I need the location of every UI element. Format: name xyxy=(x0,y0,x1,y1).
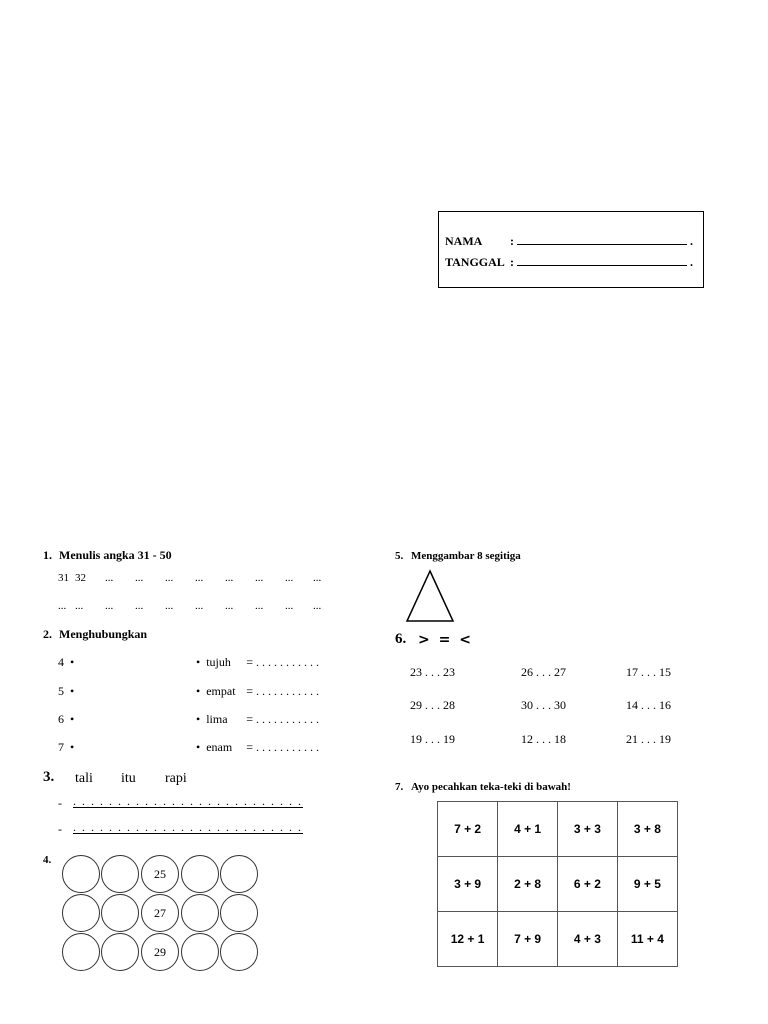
number-circle[interactable] xyxy=(220,933,258,971)
equals: = xyxy=(246,712,253,726)
number-circle[interactable] xyxy=(62,933,100,971)
number-circle: 29 xyxy=(141,933,179,971)
puzzle-cell[interactable]: 12 + 1 xyxy=(438,912,498,967)
puzzle-cell[interactable]: 4 + 1 xyxy=(498,802,558,857)
q3-answer-line-1[interactable]: . . . . . . . . . . . . . . . . . . . . . . . . . . xyxy=(73,794,303,808)
puzzle-cell[interactable]: 6 + 2 xyxy=(558,857,618,912)
number-circle[interactable] xyxy=(101,933,139,971)
q2-number: 2. xyxy=(43,627,52,641)
bullet: • xyxy=(70,712,75,726)
bullet: • xyxy=(70,684,75,698)
match-left-number: 5 xyxy=(58,684,64,698)
q2-heading xyxy=(43,627,147,642)
match-left-number: 4 xyxy=(58,655,64,669)
match-left-item[interactable] xyxy=(58,684,74,699)
q3-number: 3. xyxy=(43,769,55,785)
puzzle-cell[interactable]: 4 + 3 xyxy=(558,912,618,967)
q3-word: tali xyxy=(75,771,93,786)
bullet: • xyxy=(196,655,201,669)
number-circle[interactable] xyxy=(101,894,139,932)
match-left-item[interactable] xyxy=(58,740,74,755)
answer-blank[interactable]: . . . . . . . . . . . xyxy=(255,655,319,669)
answer-blank[interactable]: . . . . . . . . . . . xyxy=(255,684,319,698)
triangle-shape xyxy=(407,571,453,621)
bullet: • xyxy=(70,655,75,669)
q5-number: 5. xyxy=(395,550,404,562)
dash: - xyxy=(58,822,62,836)
equals: = xyxy=(246,684,253,698)
sequence-cell[interactable]: ... xyxy=(255,600,264,612)
sequence-cell[interactable]: ... xyxy=(285,600,294,612)
date-label: TANGGAL xyxy=(445,255,505,269)
sequence-cell[interactable]: ... xyxy=(135,600,144,612)
sequence-cell: 31 xyxy=(58,572,69,584)
number-circle[interactable] xyxy=(62,855,100,893)
number-circle[interactable] xyxy=(220,894,258,932)
equals: = xyxy=(246,655,253,669)
number-circle[interactable] xyxy=(181,855,219,893)
sequence-cell[interactable]: ... xyxy=(105,600,114,612)
compare-item[interactable]: 21 . . . 19 xyxy=(626,732,671,746)
q7-title: Ayo pecahkan teka-teki di bawah! xyxy=(411,781,571,793)
q6-symbols: > = < xyxy=(418,632,473,648)
answer-blank[interactable]: . . . . . . . . . . . xyxy=(255,712,319,726)
match-right-item[interactable] xyxy=(196,740,319,755)
match-right-word: enam xyxy=(206,740,233,754)
q3-word: itu xyxy=(121,771,136,786)
puzzle-cell[interactable]: 3 + 8 xyxy=(617,802,677,857)
number-circle[interactable] xyxy=(62,894,100,932)
q5-heading xyxy=(395,550,521,562)
q5-title: Menggambar 8 segitiga xyxy=(411,550,521,562)
compare-item[interactable]: 30 . . . 30 xyxy=(521,698,566,712)
sequence-cell[interactable]: ... xyxy=(285,572,294,584)
bullet: • xyxy=(70,740,75,754)
name-date-box xyxy=(438,211,704,288)
sequence-cell[interactable]: ... xyxy=(255,572,264,584)
q1-number: 1. xyxy=(43,548,52,562)
sequence-cell[interactable]: ... xyxy=(165,572,174,584)
puzzle-cell[interactable]: 3 + 9 xyxy=(438,857,498,912)
sequence-cell[interactable]: ... xyxy=(313,600,322,612)
sequence-cell[interactable]: ... xyxy=(225,600,234,612)
match-right-item[interactable] xyxy=(196,655,319,670)
name-label: NAMA xyxy=(445,234,483,248)
compare-item[interactable]: 29 . . . 28 xyxy=(410,698,455,712)
match-left-number: 6 xyxy=(58,712,64,726)
puzzle-cell[interactable]: 9 + 5 xyxy=(617,857,677,912)
compare-item[interactable]: 26 . . . 27 xyxy=(521,665,566,679)
compare-item[interactable]: 23 . . . 23 xyxy=(410,665,455,679)
sequence-cell[interactable]: ... xyxy=(58,600,67,612)
puzzle-cell[interactable]: 11 + 4 xyxy=(617,912,677,967)
bullet: • xyxy=(196,712,201,726)
puzzle-cell[interactable]: 7 + 2 xyxy=(438,802,498,857)
name-end: . xyxy=(690,234,693,248)
bullet: • xyxy=(196,684,201,698)
q6-number: 6. xyxy=(395,631,407,647)
match-right-item[interactable] xyxy=(196,684,319,699)
date-separator: : xyxy=(510,255,514,269)
sequence-cell[interactable]: ... xyxy=(135,572,144,584)
number-circle[interactable] xyxy=(101,855,139,893)
sequence-cell[interactable]: ... xyxy=(165,600,174,612)
sequence-cell: 32 xyxy=(75,572,86,584)
date-end: . xyxy=(690,255,693,269)
match-right-item[interactable] xyxy=(196,712,319,727)
bullet: • xyxy=(196,740,201,754)
match-left-number: 7 xyxy=(58,740,64,754)
sequence-cell[interactable]: ... xyxy=(105,572,114,584)
compare-item[interactable]: 17 . . . 15 xyxy=(626,665,671,679)
sequence-cell[interactable]: ... xyxy=(313,572,322,584)
compare-item[interactable]: 19 . . . 19 xyxy=(410,732,455,746)
number-circle: 27 xyxy=(141,894,179,932)
q3-answer-line-2[interactable]: . . . . . . . . . . . . . . . . . . . . . . . . . . xyxy=(73,820,303,834)
match-left-item[interactable] xyxy=(58,655,74,670)
date-field[interactable] xyxy=(517,255,687,266)
name-row xyxy=(445,234,693,249)
number-circle[interactable] xyxy=(181,933,219,971)
q4-number: 4. xyxy=(43,854,52,866)
match-left-item[interactable] xyxy=(58,712,74,727)
number-circle[interactable] xyxy=(220,855,258,893)
puzzle-cell[interactable]: 7 + 9 xyxy=(498,912,558,967)
puzzle-cell[interactable]: 3 + 3 xyxy=(558,802,618,857)
puzzle-row xyxy=(438,912,678,967)
match-right-word: lima xyxy=(206,712,228,726)
sequence-cell[interactable]: ... xyxy=(195,572,204,584)
answer-blank[interactable]: . . . . . . . . . . . xyxy=(255,740,319,754)
dash: - xyxy=(58,796,62,810)
puzzle-row xyxy=(438,802,678,857)
triangle-icon xyxy=(404,568,456,624)
date-row xyxy=(445,255,693,270)
sequence-cell[interactable]: ... xyxy=(195,600,204,612)
q1-title: Menulis angka 31 - 50 xyxy=(59,548,172,562)
equals: = xyxy=(246,740,253,754)
q2-title: Menghubungkan xyxy=(59,627,148,641)
q3-word: rapi xyxy=(165,771,187,786)
name-separator: : xyxy=(510,234,514,248)
match-right-word: empat xyxy=(206,684,236,698)
name-field[interactable] xyxy=(517,234,687,245)
number-circle[interactable] xyxy=(181,894,219,932)
sequence-cell[interactable]: ... xyxy=(225,572,234,584)
puzzle-row xyxy=(438,857,678,912)
compare-item[interactable]: 14 . . . 16 xyxy=(626,698,671,712)
match-right-word: tujuh xyxy=(206,655,231,669)
puzzle-table xyxy=(437,801,678,967)
q7-heading xyxy=(395,781,571,793)
puzzle-cell[interactable]: 2 + 8 xyxy=(498,857,558,912)
number-circle: 25 xyxy=(141,855,179,893)
q7-number: 7. xyxy=(395,781,404,793)
sequence-cell[interactable]: ... xyxy=(75,600,84,612)
q1-heading xyxy=(43,548,172,563)
compare-item[interactable]: 12 . . . 18 xyxy=(521,732,566,746)
